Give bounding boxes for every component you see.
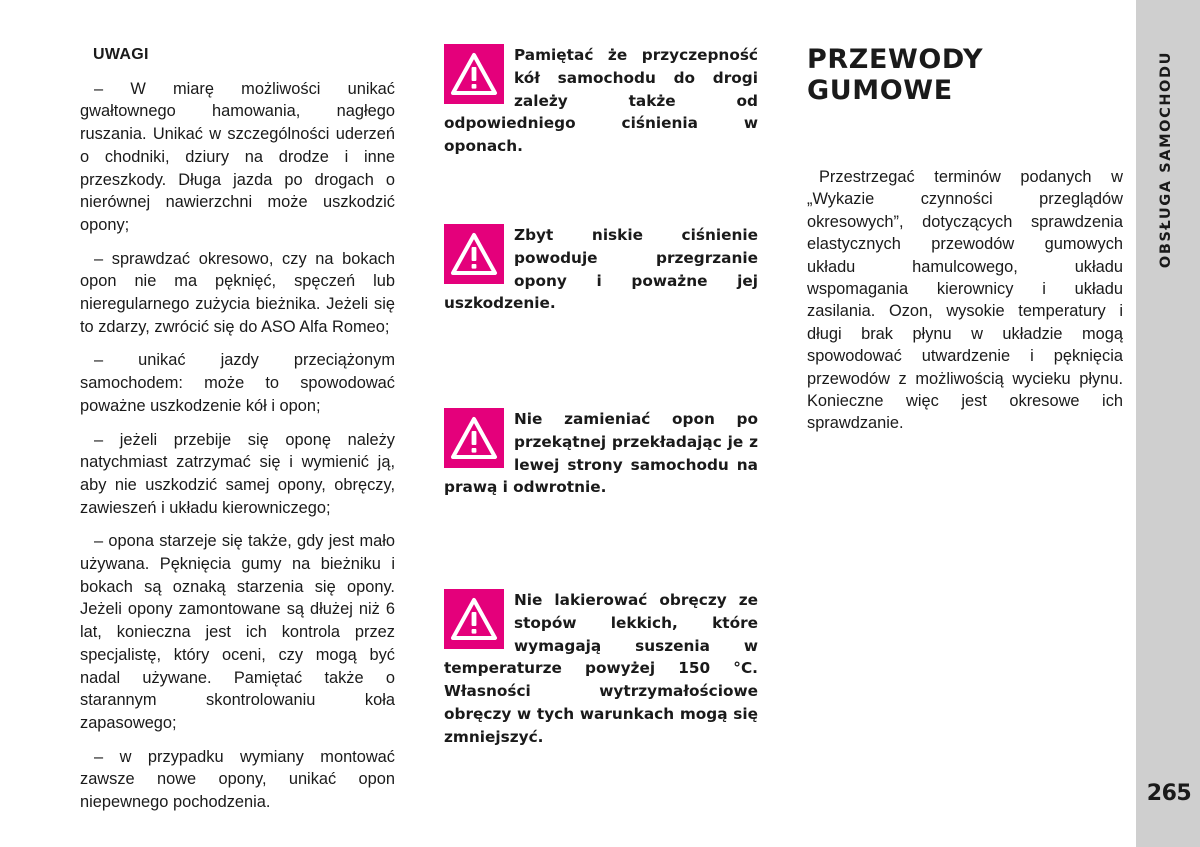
warning-text-3: Nie zamieniać opon po przekątnej przekładając je z lewej strony samochodu na prawą i odwrotnie. (444, 410, 758, 497)
page-number: 265 (1146, 781, 1192, 806)
section-title-line2: GUMOWE (807, 75, 953, 106)
warning-text-2: Zbyt niskie ciśnienie powoduje przegrzanie opony i poważne jej uszkodzenie. (444, 226, 758, 313)
warning-box-3 (444, 408, 758, 499)
uwagi-paragraph: – jeżeli przebije się oponę należy natychmiast zatrzymać się i wymienić ją, aby nie uszkodzić samej opony, obręczy, zawieszeń i układu kierowniczego; (80, 430, 395, 517)
uwagi-section (80, 44, 395, 825)
warning-triangle-icon (444, 589, 504, 649)
przewody-section (807, 44, 1123, 435)
przewody-body: Przestrzegać terminów podanych w „Wykazie czynności przeglądów okresowych”, dotyczących sprawdzenia elastycznych przewodów gumowych układu hamulcowego, układu wspomagania kierownicy i układu zasilania. Ozon, wysokie temperatury i długi brak płynu w układzie mogą spowodować utwardzenie i pęknięcia przewodów z możliwością wycieku płynu. Konieczne więc jest okresowe ich sprawdzanie. (807, 168, 1123, 433)
warning-text-1: Pamiętać że przyczepność kół samochodu do drogi zależy także od odpowiedniego ciśnienia w oponach. (444, 46, 758, 156)
warning-triangle-icon (444, 408, 504, 468)
uwagi-paragraph: – unikać jazdy przeciążonym samochodem: może to spowodować poważne uszkodzenie kół i opon; (80, 351, 395, 415)
chapter-title (1146, 40, 1186, 280)
uwagi-paragraph: – opona starzeje się także, gdy jest mało używana. Pęknięcia gumy na bieżniku i bokach są oznaką starzenia się opony. Jeżeli opony zamontowane są dłużej niż 6 lat, konieczna jest ich kontrola przez specjalistę, który oceni, czy mogą być nadal używane. Pamiętać także o starannym skontrolowaniu koła zapasowego; (80, 532, 395, 732)
chapter-title-text: OBSŁUGA SAMOCHODU (1158, 51, 1174, 269)
warning-triangle-icon (444, 44, 504, 104)
warning-box-2 (444, 224, 758, 315)
uwagi-paragraph: – w przypadku wymiany montować zawsze nowe opony, unikać opon niepewnego pochodzenia. (80, 747, 395, 812)
section-title-line1: PRZEWODY (807, 44, 984, 75)
warning-box-1 (444, 44, 758, 158)
uwagi-heading: UWAGI (93, 46, 149, 63)
warning-text-4: Nie lakierować obręczy ze stopów lekkich, które wymagają suszenia w temperaturze powyżej 150 °C. Własności wytrzymałościowe obręczy w tych warunkach mogą się zmniejszyć. (444, 591, 758, 746)
section-title (807, 44, 1123, 106)
uwagi-paragraph: – sprawdzać okresowo, czy na bokach opon nie ma pęknięć, spęczeń lub nieregularnego zużycia bieżnika. Jeżeli się to zdarzy, zwrócić się do ASO Alfa Romeo; (80, 249, 395, 336)
uwagi-paragraph: – W miarę możliwości unikać gwałtownego hamowania, nagłego ruszania. Unikać w szczególności uderzeń o chodniki, dziury na drodze i inne przeszkody. Długa jazda po drogach o nierównej nawierzchni może uszkodzić opony; (80, 79, 395, 234)
warning-triangle-icon (444, 224, 504, 284)
warning-box-4 (444, 589, 758, 749)
